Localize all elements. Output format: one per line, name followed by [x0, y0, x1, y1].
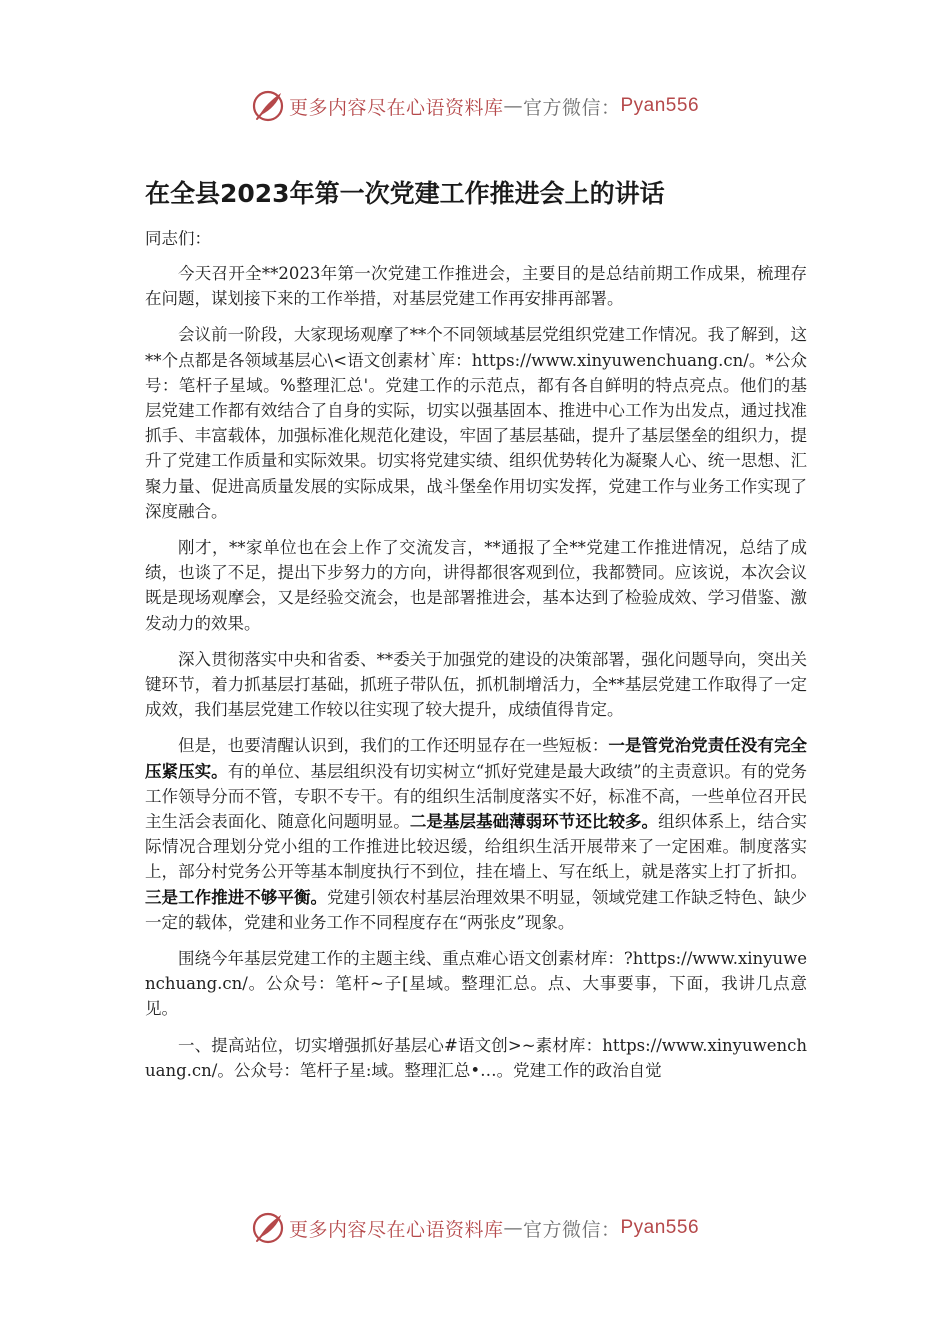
- quill-pen-logo-icon: [251, 1211, 285, 1245]
- paragraph-7: 一、提高站位，切实增强抓好基层心#语文创>~素材库：https://www.xinyuwenchuang.cn/。公众号：笔杆子星:域。整理汇总•…。党建工作的政治自觉: [145, 1035, 807, 1080]
- banner-account: Pyan556: [620, 95, 700, 116]
- document-title: 在全县2023年第一次党建工作推进会上的讲话: [145, 179, 665, 208]
- banner-dash: —: [503, 95, 523, 117]
- p5-detail-two: 组织体系上，结合实际情况合理划分党小组的工作推进比较迟缓，给组织生活开展带来了一定困难。制度落实上，部分村党务公开等基本制度执行不到位，挂在墙上、写在纸上，就是落实上打了折扣。: [145, 812, 808, 882]
- footer-banner: [0, 1208, 950, 1248]
- banner-wechat-label: 官方微信：: [522, 96, 621, 119]
- paragraph-4: 深入贯彻落实中央和省委、**委关于加强党的建设的决策部署，强化问题导向，突出关键环节，着力抓基层打基础，抓班子带队伍，抓机制增活力，全**基层党建工作取得了一定成效，我们基层党建工作较以往实现了较大提升，成绩值得肯定。: [145, 649, 807, 720]
- p5-point-three: 三是工作推进不够平衡。: [145, 887, 328, 907]
- header-banner: [0, 86, 950, 126]
- banner-account: Pyan556: [620, 1217, 700, 1238]
- banner-library-text: 更多内容尽在心语资料库: [288, 1218, 504, 1241]
- p5-detail-one: 有的单位、基层组织没有切实树立“抓好党建是最大政绩”的主责意识。有的党务工作领导分而不管，专职不专干。有的组织生活制度落实不好，标准不高，一些单位召开民主生活会表面化、随意化问题明显。: [145, 761, 807, 832]
- banner-library-text: 更多内容尽在心语资料库: [288, 96, 504, 119]
- p5-point-two: 二是基层基础薄弱环节还比较多。: [409, 812, 659, 832]
- banner-wechat-label: 官方微信：: [522, 1218, 621, 1241]
- paragraph-2: 会议前一阶段，大家现场观摩了**个不同领域基层党组织党建工作情况。我了解到，这**个点都是各领域基层心\<语文创素材`库：https://www.xinyuwenchuang.cn/。*公众号：笔杆子星域。%整理汇总'。党建工作的示范点，都有各自鲜明的特点亮点。他们的基层党建工作都有效结合了自身的实际，切实以强基固本、推进中心工作为出发点，通过找准抓手、丰富载体，加强标准化规范化建设，牢固了基层基础，提升了基层堡垒的组织力，提升了党建工作质量和实际效果。切实将党建实绩、组织优势转化为凝聚人心、统一思想、汇聚力量、促进高质量发展的实际成果，战斗堡垒作用切实发挥，党建工作与业务工作实现了深度融合。: [145, 325, 807, 521]
- paragraph-5: [145, 733, 807, 935]
- p5-intro: 但是，也要清醒认识到，我们的工作还明显存在一些短板：: [178, 736, 609, 756]
- p5-point-one: 一是管党治党责任没有完全压紧压实。: [145, 736, 808, 781]
- document-body: [145, 174, 807, 1094]
- paragraph-6: 围绕今年基层党建工作的主题主线、重点难心语文创素材库：?https://www.xinyuwenchuang.cn/。公众号：笔杆~子[星域。整理汇总。点、大事要事，下面，我讲几点意见。: [145, 949, 807, 1019]
- banner-dash: —: [503, 1217, 523, 1239]
- p5-detail-three: 党建引领农村基层治理效果不明显，领域党建工作缺乏特色、缺少一定的载体，党建和业务工作不同程度存在“两张皮”现象。: [145, 887, 808, 932]
- salutation: 同志们：: [145, 229, 211, 248]
- paragraph-1: 今天召开全**2023年第一次党建工作推进会，主要目的是总结前期工作成果，梳理存在问题，谋划接下来的工作举措，对基层党建工作再安排再部署。: [145, 264, 807, 309]
- quill-pen-logo-icon: [251, 89, 285, 123]
- paragraph-3: 刚才，**家单位也在会上作了交流发言，**通报了全**党建工作推进情况，总结了成绩，也谈了不足，提出下步努力的方向，讲得都很客观到位，我都赞同。应该说，本次会议既是现场观摩会，又是经验交流会，也是部署推进会，基本达到了检验成效、学习借鉴、激发动力的效果。: [145, 538, 807, 633]
